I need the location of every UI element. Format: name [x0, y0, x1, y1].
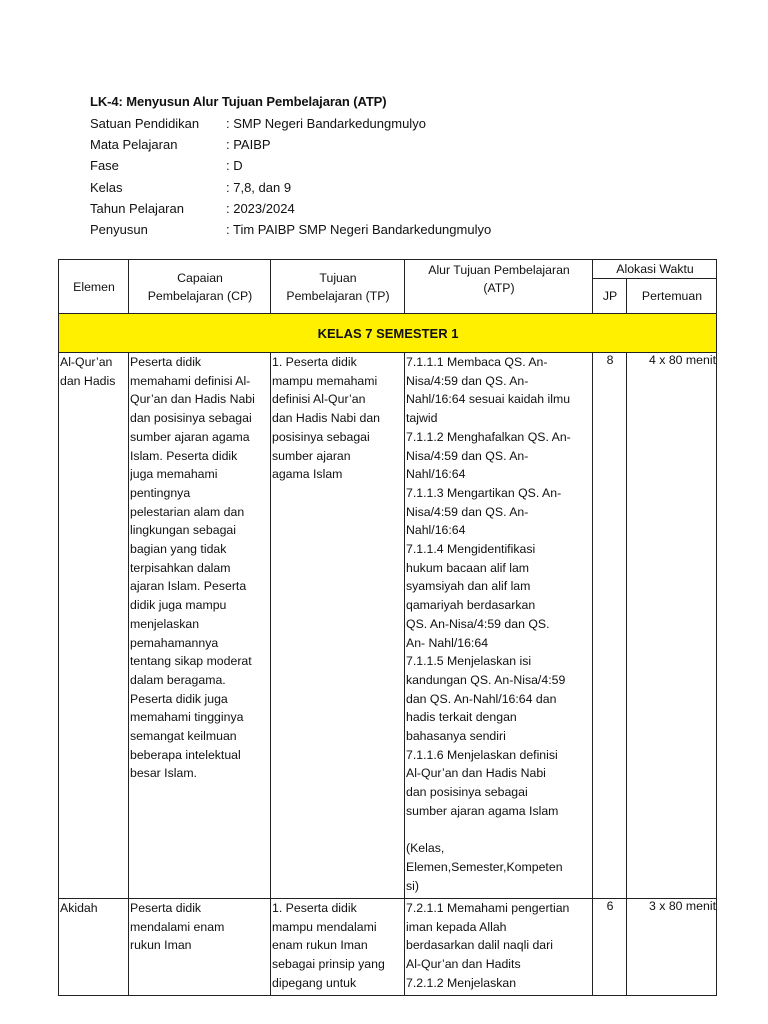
cell-tp [271, 899, 405, 996]
cell-text-line: sebagai prinsip yang [272, 957, 385, 972]
header-atp-line: Alur Tujuan Pembelajaran [428, 263, 570, 277]
meta-value: : D [226, 158, 243, 174]
meta-row-tahun-pelajaran [90, 198, 491, 219]
cell-text-line: memahami definisi Al- [130, 373, 251, 388]
meta-label: Tahun Pelajaran [90, 200, 184, 216]
cell-text-line: Akidah [60, 901, 98, 915]
semester-label: KELAS 7 SEMESTER 1 [59, 314, 717, 353]
cell-text-line: dan posisinya sebagai [130, 411, 252, 426]
cell-text-line: 1. Peserta didik [272, 901, 357, 915]
cell-text-line: syamsiyah dan alif lam [406, 579, 531, 594]
cell-text-line: Peserta didik [130, 355, 202, 369]
cell-text-line: tajwid [406, 411, 438, 426]
meta-label: Fase [90, 158, 119, 174]
cell-text-line: memahami tingginya [130, 710, 244, 725]
header-atp-line: (ATP) [483, 281, 515, 295]
cell-jp: 8 [593, 353, 627, 899]
meta-row-penyusun [90, 219, 491, 240]
cell-jp: 6 [593, 899, 627, 996]
cell-text-line: beberapa intelektual [130, 747, 241, 762]
document-title: LK-4: Menyusun Alur Tujuan Pembelajaran (ATP) [90, 94, 387, 109]
semester-row [59, 314, 717, 353]
cell-elemen [59, 899, 129, 996]
table-row [59, 899, 717, 996]
cell-text-line: mampu memahami [272, 373, 378, 388]
cell-pertemuan: 3 x 80 menit [627, 899, 717, 996]
cell-text-line: Islam. Peserta didik [130, 448, 238, 463]
cell-text-line: hukum bacaan alif lam [406, 560, 530, 575]
meta-row-fase [90, 155, 491, 176]
meta-label: Satuan Pendidikan [90, 116, 200, 131]
cell-atp [405, 353, 593, 899]
cell-text-line: iman kepada Allah [406, 919, 507, 934]
cell-text-line: sumber ajaran [272, 448, 351, 463]
cell-text-line: Nahl/16:64 sesuai kaidah ilmu [406, 392, 571, 407]
header-cp-line: Pembelajaran (CP) [147, 288, 253, 303]
header-pertemuan: Pertemuan [627, 279, 717, 314]
atp-table [58, 259, 717, 996]
cell-text-line: bagian yang tidak [130, 542, 227, 557]
cell-text-line: 7.1.1.4 Mengidentifikasi [406, 542, 536, 557]
cell-text-line: Nisa/4:59 dan QS. An- [406, 373, 529, 388]
cell-text-line: dipegang untuk [272, 975, 357, 990]
cell-text-line: rukun Iman [130, 938, 192, 953]
cell-text-line: menjelaskan [130, 616, 200, 631]
cell-text-line: bahasanya sendiri [406, 729, 506, 744]
cell-text-line: dan Hadis Nabi dan [272, 411, 381, 426]
cell-text-line: posisinya sebagai [272, 429, 370, 444]
cell-cp [129, 353, 271, 899]
meta-value: : 7,8, dan 9 [226, 179, 292, 195]
header-tp-line: Tujuan [319, 270, 357, 285]
cell-text-line: 7.1.1.2 Menghafalkan QS. An- [406, 429, 571, 444]
cell-text-line: pemahamannya [130, 635, 219, 650]
cell-text-line: 7.2.1.1 Memahami pengertian [406, 901, 570, 915]
cell-text-line: pelestarian alam dan [130, 504, 245, 519]
cell-text-line: Nisa/4:59 dan QS. An- [406, 504, 529, 519]
meta-row-satuan-pendidikan [90, 113, 491, 134]
meta-value: : PAIBP [226, 137, 271, 153]
cell-text-line: pentingnya [130, 485, 191, 500]
meta-value: : SMP Negeri Bandarkedungmulyo [226, 116, 426, 131]
cell-text-line: dan QS. An-Nahl/16:64 dan [406, 691, 557, 706]
cell-text-line: sumber ajaran agama Islam [406, 803, 559, 818]
header-cp [129, 260, 271, 314]
cell-cp [129, 899, 271, 996]
cell-text-line: semangat keilmuan [130, 729, 237, 744]
cell-text-line: 7.1.1.1 Membaca QS. An- [406, 355, 548, 369]
cell-text-line: sumber ajaran agama [130, 429, 250, 444]
cell-text-line: berdasarkan dalil naqli dari [406, 938, 553, 953]
cell-text-line: 7.1.1.5 Menjelaskan isi [406, 654, 532, 669]
cell-text-line: Al-Qur’an dan Hadits [406, 957, 521, 972]
cell-text-line: definisi Al-Qur’an [272, 392, 366, 407]
cell-text-line: ajaran Islam. Peserta [130, 579, 247, 594]
meta-label: Mata Pelajaran [90, 137, 178, 153]
cell-text-line: si) [406, 878, 419, 893]
meta-value: : Tim PAIBP SMP Negeri Bandarkedungmulyo [226, 221, 492, 237]
cell-text-line: 1. Peserta didik [272, 355, 357, 369]
cell-text-line: mendalami enam [130, 919, 225, 934]
meta-label: Penyusun [90, 221, 148, 237]
header-tp [271, 260, 405, 314]
meta-row-mata-pelajaran [90, 134, 491, 155]
header-cp-line: Capaian [177, 270, 223, 285]
cell-text-line: 7.1.1.6 Menjelaskan definisi [406, 747, 558, 762]
header-alokasi-waktu: Alokasi Waktu [593, 260, 717, 279]
header-tp-line: Pembelajaran (TP) [286, 288, 390, 303]
cell-text-line: Nahl/16:64 [406, 467, 466, 482]
cell-tp [271, 353, 405, 899]
document-meta [90, 113, 491, 240]
cell-text-line: tentang sikap moderat [130, 654, 252, 669]
header-jp: JP [593, 279, 627, 314]
cell-text-line: besar Islam. [130, 766, 197, 781]
cell-text-line [406, 821, 592, 840]
cell-elemen [59, 353, 129, 899]
cell-text-line: juga memahami [130, 467, 218, 482]
cell-text-line: agama Islam [272, 467, 343, 482]
cell-atp [405, 899, 593, 996]
cell-text-line: Peserta didik juga [130, 691, 228, 706]
cell-text-line: Al-Qur’an dan Hadis Nabi [406, 766, 546, 781]
cell-text-line: qamariyah berdasarkan [406, 598, 536, 613]
cell-text-line: kandungan QS. An-Nisa/4:59 [406, 672, 566, 687]
cell-text-line: mampu mendalami [272, 919, 377, 934]
cell-text-line: An- Nahl/16:64 [406, 635, 489, 650]
cell-text-line: hadis terkait dengan [406, 710, 517, 725]
cell-text-line: terpisahkan dalam [130, 560, 231, 575]
cell-text-line: Peserta didik [130, 901, 202, 915]
cell-text-line: enam rukun Iman [272, 938, 368, 953]
cell-pertemuan: 4 x 80 menit [627, 353, 717, 899]
cell-text-line: dan Hadis [60, 373, 116, 388]
meta-row-kelas [90, 177, 491, 198]
meta-label: Kelas [90, 179, 123, 195]
cell-text-line: Nisa/4:59 dan QS. An- [406, 448, 529, 463]
header-elemen: Elemen [59, 260, 129, 314]
cell-text-line: lingkungan sebagai [130, 523, 236, 538]
cell-text-line: dan posisinya sebagai [406, 785, 528, 800]
cell-text-line: dalam beragama. [130, 672, 226, 687]
cell-text-line: Al-Qur’an [60, 355, 113, 369]
cell-text-line: Qur’an dan Hadis Nabi [130, 392, 255, 407]
header-atp [405, 260, 593, 314]
cell-text-line: Nahl/16:64 [406, 523, 466, 538]
cell-text-line: QS. An-Nisa/4:59 dan QS. [406, 616, 550, 631]
cell-text-line: 7.2.1.2 Menjelaskan [406, 975, 517, 990]
cell-text-line: (Kelas, [406, 841, 445, 856]
meta-value: : 2023/2024 [226, 200, 295, 216]
cell-text-line: Elemen,Semester,Kompeten [406, 859, 563, 874]
table-row [59, 353, 717, 899]
cell-text-line: 7.1.1.3 Mengartikan QS. An- [406, 485, 562, 500]
cell-text-line: didik juga mampu [130, 598, 227, 613]
